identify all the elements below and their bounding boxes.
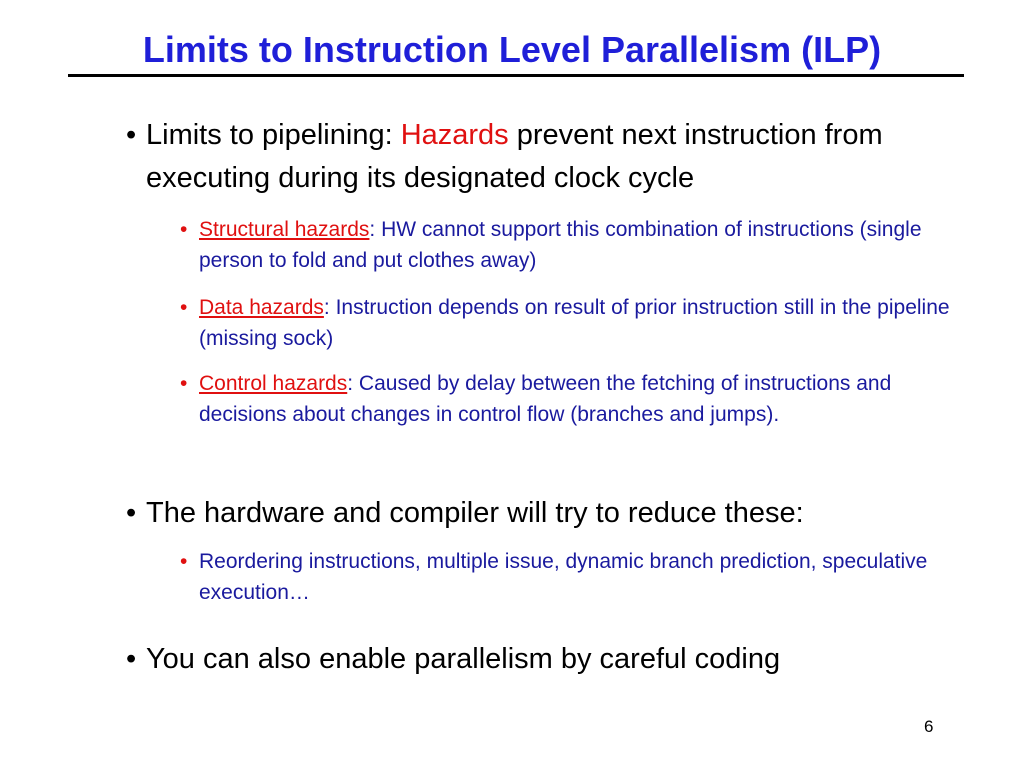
bullet-careful-coding — [126, 638, 956, 681]
sub-bullet-techniques — [180, 546, 955, 608]
sub-bullet-marker: • — [180, 296, 188, 319]
structural-hazards-description: : HW cannot support this combination of instructions (single person to fold and put clothes away) — [199, 218, 922, 272]
bullet-reduce-hazards — [126, 492, 956, 535]
bullet-text — [146, 114, 956, 200]
sub-bullet-marker: • — [180, 550, 188, 573]
sub-bullet-structural-hazards — [180, 214, 955, 276]
sub-bullet-marker: • — [180, 372, 188, 395]
sub-bullet-text — [199, 292, 955, 354]
slide-title: Limits to Instruction Level Parallelism (ILP) — [142, 29, 882, 70]
page-number: 6 — [924, 717, 934, 736]
bullet-pipelining — [126, 114, 956, 200]
bullet-suffix: prevent next instruction from executing during its designated clock cycle — [146, 119, 883, 194]
bullet-marker: • — [126, 497, 137, 529]
control-hazards-term: Control hazards — [199, 372, 348, 395]
bullet-text: You can also enable parallelism by careful coding — [146, 643, 781, 675]
bullet-marker: • — [126, 119, 137, 151]
sub-bullet-text — [199, 368, 955, 430]
data-hazards-term: Data hazards — [199, 296, 324, 319]
control-hazards-description: : Caused by delay between the fetching of instructions and decisions about changes in control flow (branches and jumps). — [199, 372, 892, 426]
data-hazards-description: : Instruction depends on result of prior instruction still in the pipeline (missing sock) — [199, 296, 950, 350]
hazards-highlight: Hazards — [400, 119, 509, 151]
bullet-prefix: Limits to pipelining: — [146, 119, 401, 151]
bullet-text: The hardware and compiler will try to reduce these: — [146, 497, 804, 529]
sub-bullet-text: Reordering instructions, multiple issue, dynamic branch prediction, speculative execution… — [199, 550, 928, 604]
sub-bullet-marker: • — [180, 218, 188, 241]
structural-hazards-term: Structural hazards — [199, 218, 370, 241]
sub-bullet-data-hazards — [180, 292, 955, 354]
sub-bullet-text — [199, 214, 955, 276]
bullet-marker: • — [126, 643, 137, 675]
sub-bullet-control-hazards — [180, 368, 955, 430]
